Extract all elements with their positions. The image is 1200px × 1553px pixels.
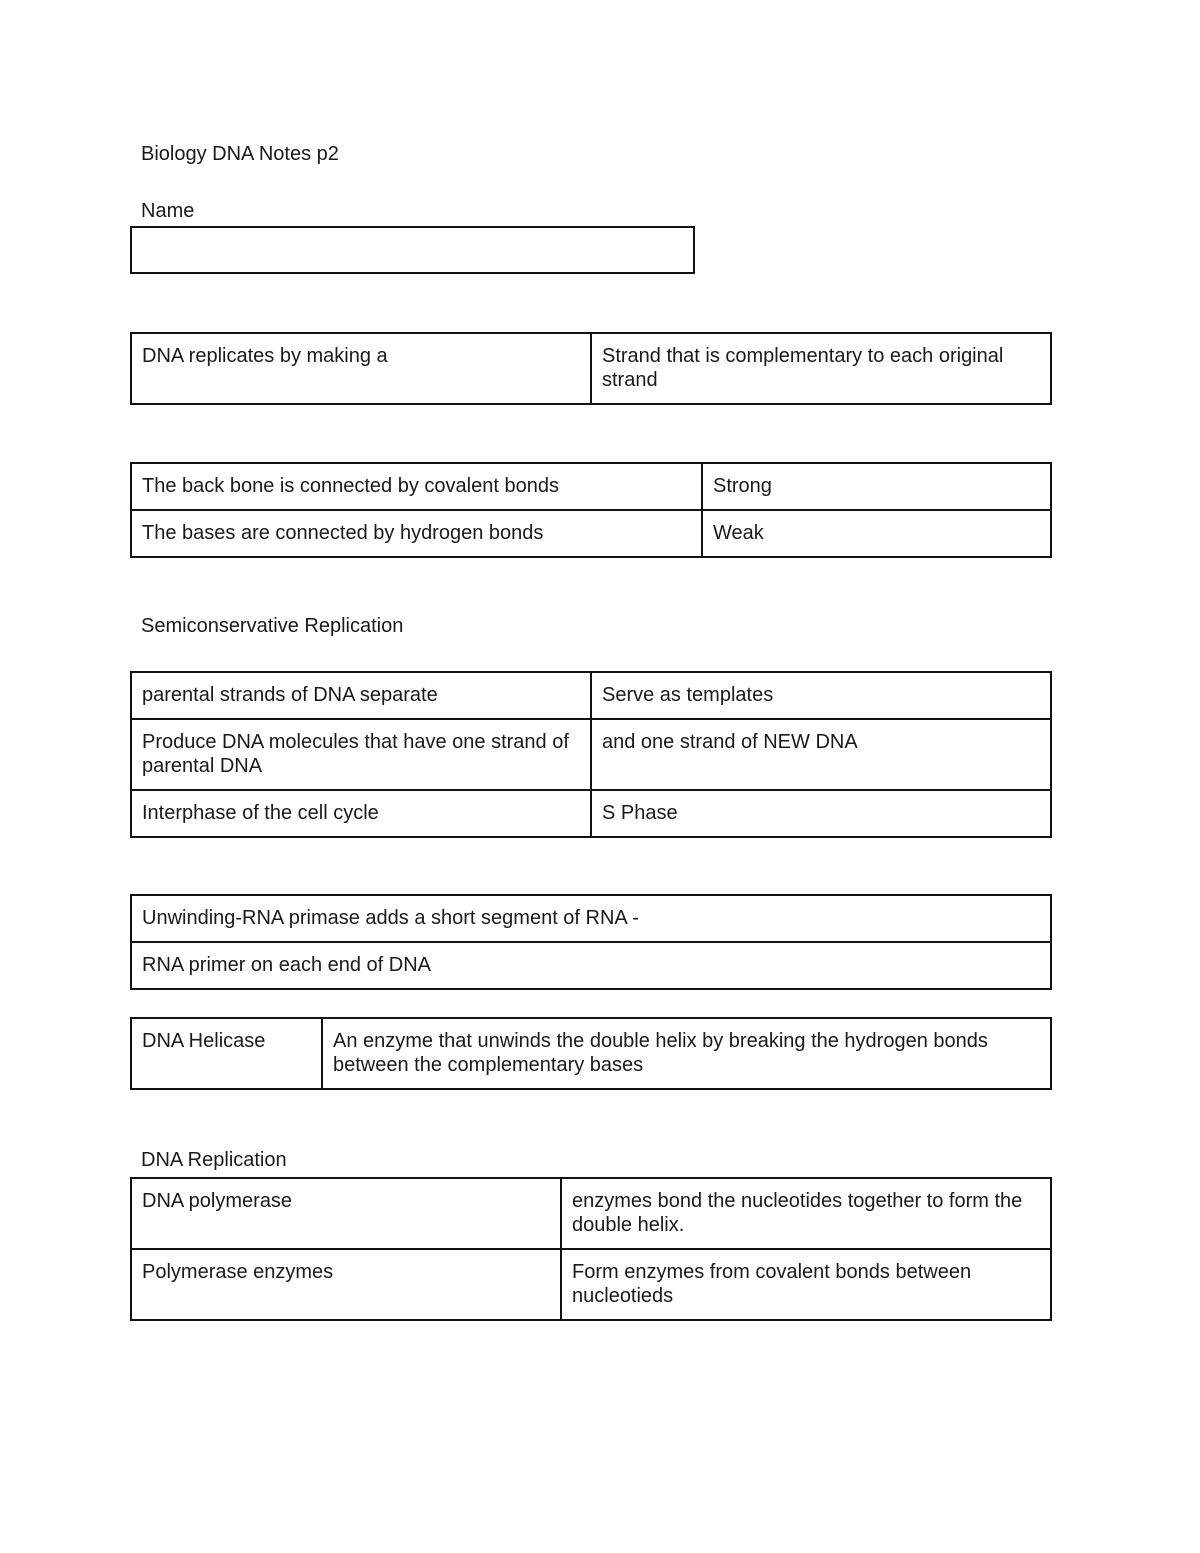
table-cell: Serve as templates: [591, 672, 1051, 719]
table-cell: and one strand of NEW DNA: [591, 719, 1051, 790]
helicase-table: [130, 1017, 1052, 1090]
table-row: [131, 510, 1051, 557]
table-row: [131, 672, 1051, 719]
section-heading-semiconservative: Semiconservative Replication: [141, 615, 404, 637]
table-row: [131, 1018, 1051, 1089]
table-cell: Produce DNA molecules that have one strand of parental DNA: [131, 719, 591, 790]
table-cell: An enzyme that unwinds the double helix by breaking the hydrogen bonds between the complementary bases: [322, 1018, 1051, 1089]
page-title: Biology DNA Notes p2: [141, 143, 339, 165]
section-heading-dna-replication: DNA Replication: [141, 1149, 287, 1171]
table-row: [131, 895, 1051, 942]
table-cell: Interphase of the cell cycle: [131, 790, 591, 837]
table-cell: DNA Helicase: [131, 1018, 322, 1089]
table-row: [131, 1249, 1051, 1320]
table-cell: Strong: [702, 463, 1051, 510]
table-cell: Strand that is complementary to each original strand: [591, 333, 1051, 404]
table-cell: The bases are connected by hydrogen bonds: [131, 510, 702, 557]
table-row: [131, 719, 1051, 790]
table-cell: enzymes bond the nucleotides together to form the double helix.: [561, 1178, 1051, 1249]
semiconservative-table: [130, 671, 1052, 838]
table-cell: Form enzymes from covalent bonds between nucleotieds: [561, 1249, 1051, 1320]
table-row: [131, 463, 1051, 510]
table-cell: The back bone is connected by covalent bonds: [131, 463, 702, 510]
table-row: [131, 942, 1051, 989]
bonds-table: [130, 462, 1052, 558]
unwinding-table: [130, 894, 1052, 990]
table-cell: parental strands of DNA separate: [131, 672, 591, 719]
table-cell: Weak: [702, 510, 1051, 557]
table-cell: Polymerase enzymes: [131, 1249, 561, 1320]
table-row: [131, 333, 1051, 404]
table-row: [131, 790, 1051, 837]
replication-table: [130, 332, 1052, 405]
table-cell: DNA replicates by making a: [131, 333, 591, 404]
name-label: Name: [141, 200, 195, 222]
table-cell: DNA polymerase: [131, 1178, 561, 1249]
table-cell: S Phase: [591, 790, 1051, 837]
table-cell: Unwinding-RNA primase adds a short segment of RNA -: [131, 895, 1051, 942]
name-field[interactable]: [130, 226, 695, 274]
polymerase-table: [130, 1177, 1052, 1321]
table-cell: RNA primer on each end of DNA: [131, 942, 1051, 989]
table-row: [131, 1178, 1051, 1249]
